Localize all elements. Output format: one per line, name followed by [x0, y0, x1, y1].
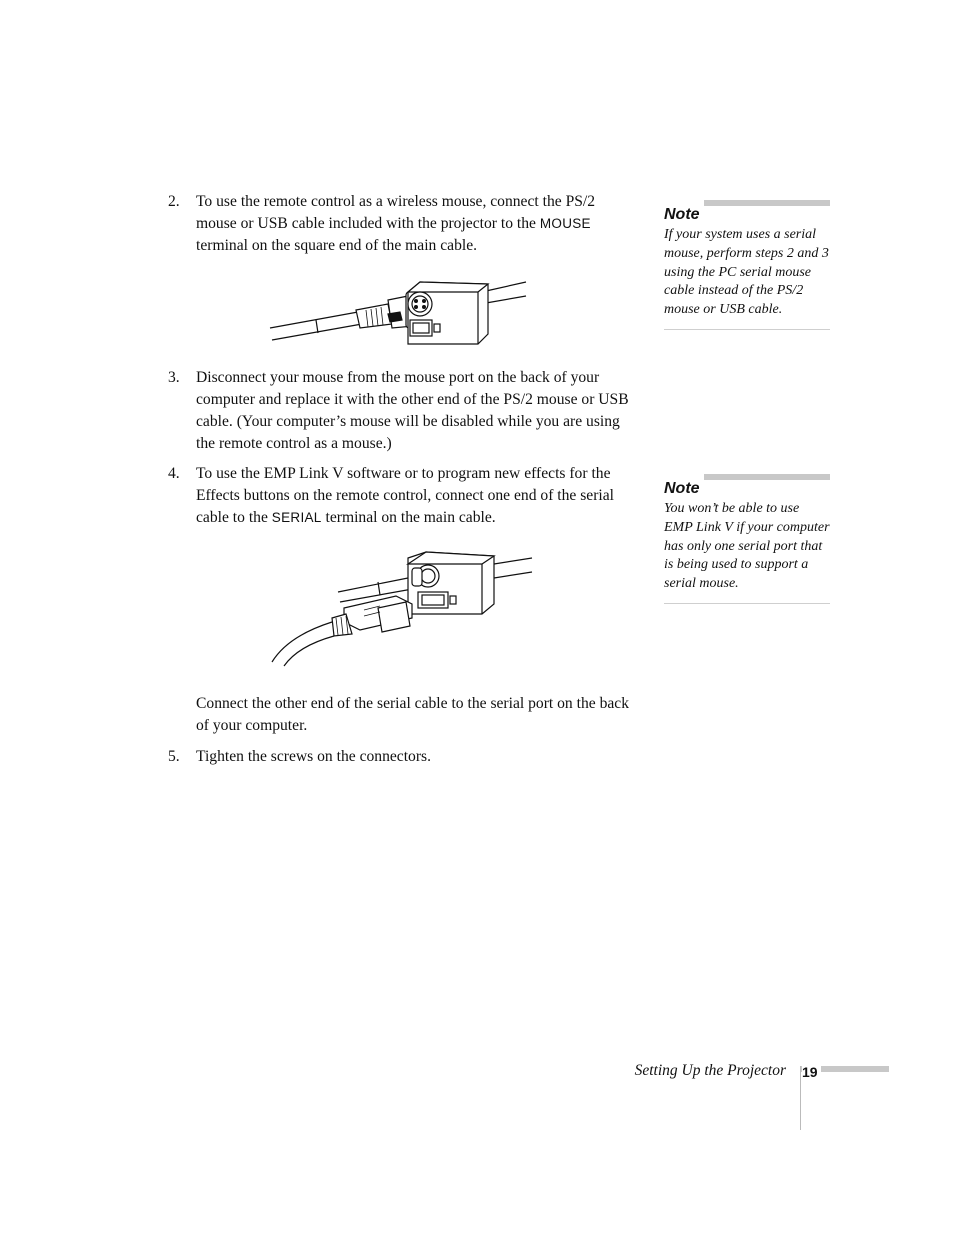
step-4-continuation: Connect the other end of the serial cable to the serial port on the back of your computer.	[196, 695, 630, 734]
note-bar	[704, 200, 830, 206]
note-divider	[664, 603, 830, 604]
note-heading: Note	[664, 206, 700, 223]
footer-chapter-title: Setting Up the Projector	[634, 1062, 786, 1079]
sidebar-note-2	[664, 474, 830, 604]
note-body: If your system uses a serial mouse, perform steps 2 and 3 using the PC serial mouse cable instead of the PS/2 mouse or USB cable.	[664, 227, 829, 318]
serial-terminal-label: SERIAL	[271, 510, 322, 525]
note-bar	[704, 474, 830, 480]
step-4	[168, 463, 638, 529]
step-text: To use the remote control as a wireless mouse, connect the PS/2 mouse or USB cable included with the projector to the MOUSE terminal on the square end of the main cable.	[196, 193, 596, 254]
footer-rule	[800, 1066, 801, 1130]
step-text: To use the EMP Link V software or to program new effects for the Effects buttons on the remote control, connect one end of the serial cable to the SERIAL terminal on the main cable.	[196, 465, 615, 526]
step-number: 5.	[168, 748, 180, 765]
step-number: 4.	[168, 465, 180, 482]
page-number: 19	[802, 1064, 821, 1080]
step-text: Tighten the screws on the connectors.	[196, 748, 432, 765]
note-heading: Note	[664, 480, 700, 497]
sidebar-note-1	[664, 200, 830, 330]
step-3	[168, 367, 638, 455]
note-divider	[664, 329, 830, 330]
note-body: You won’t be able to use EMP Link V if your computer has only one serial port that is being used to support a serial mouse.	[664, 501, 830, 592]
serial-connection-illustration	[268, 548, 536, 668]
step-text: Disconnect your mouse from the mouse port on the back of your computer and replace it with the other end of the PS/2 mouse or USB cable. (Your computer’s mouse will be disabled while you are using the remote control as a mouse.)	[196, 369, 629, 452]
step-number: 3.	[168, 369, 180, 386]
mouse-terminal-label: MOUSE	[539, 216, 591, 231]
mouse-connection-illustration	[268, 276, 530, 348]
step-number: 2.	[168, 193, 180, 210]
step-5	[168, 746, 638, 768]
step-2	[168, 191, 638, 257]
